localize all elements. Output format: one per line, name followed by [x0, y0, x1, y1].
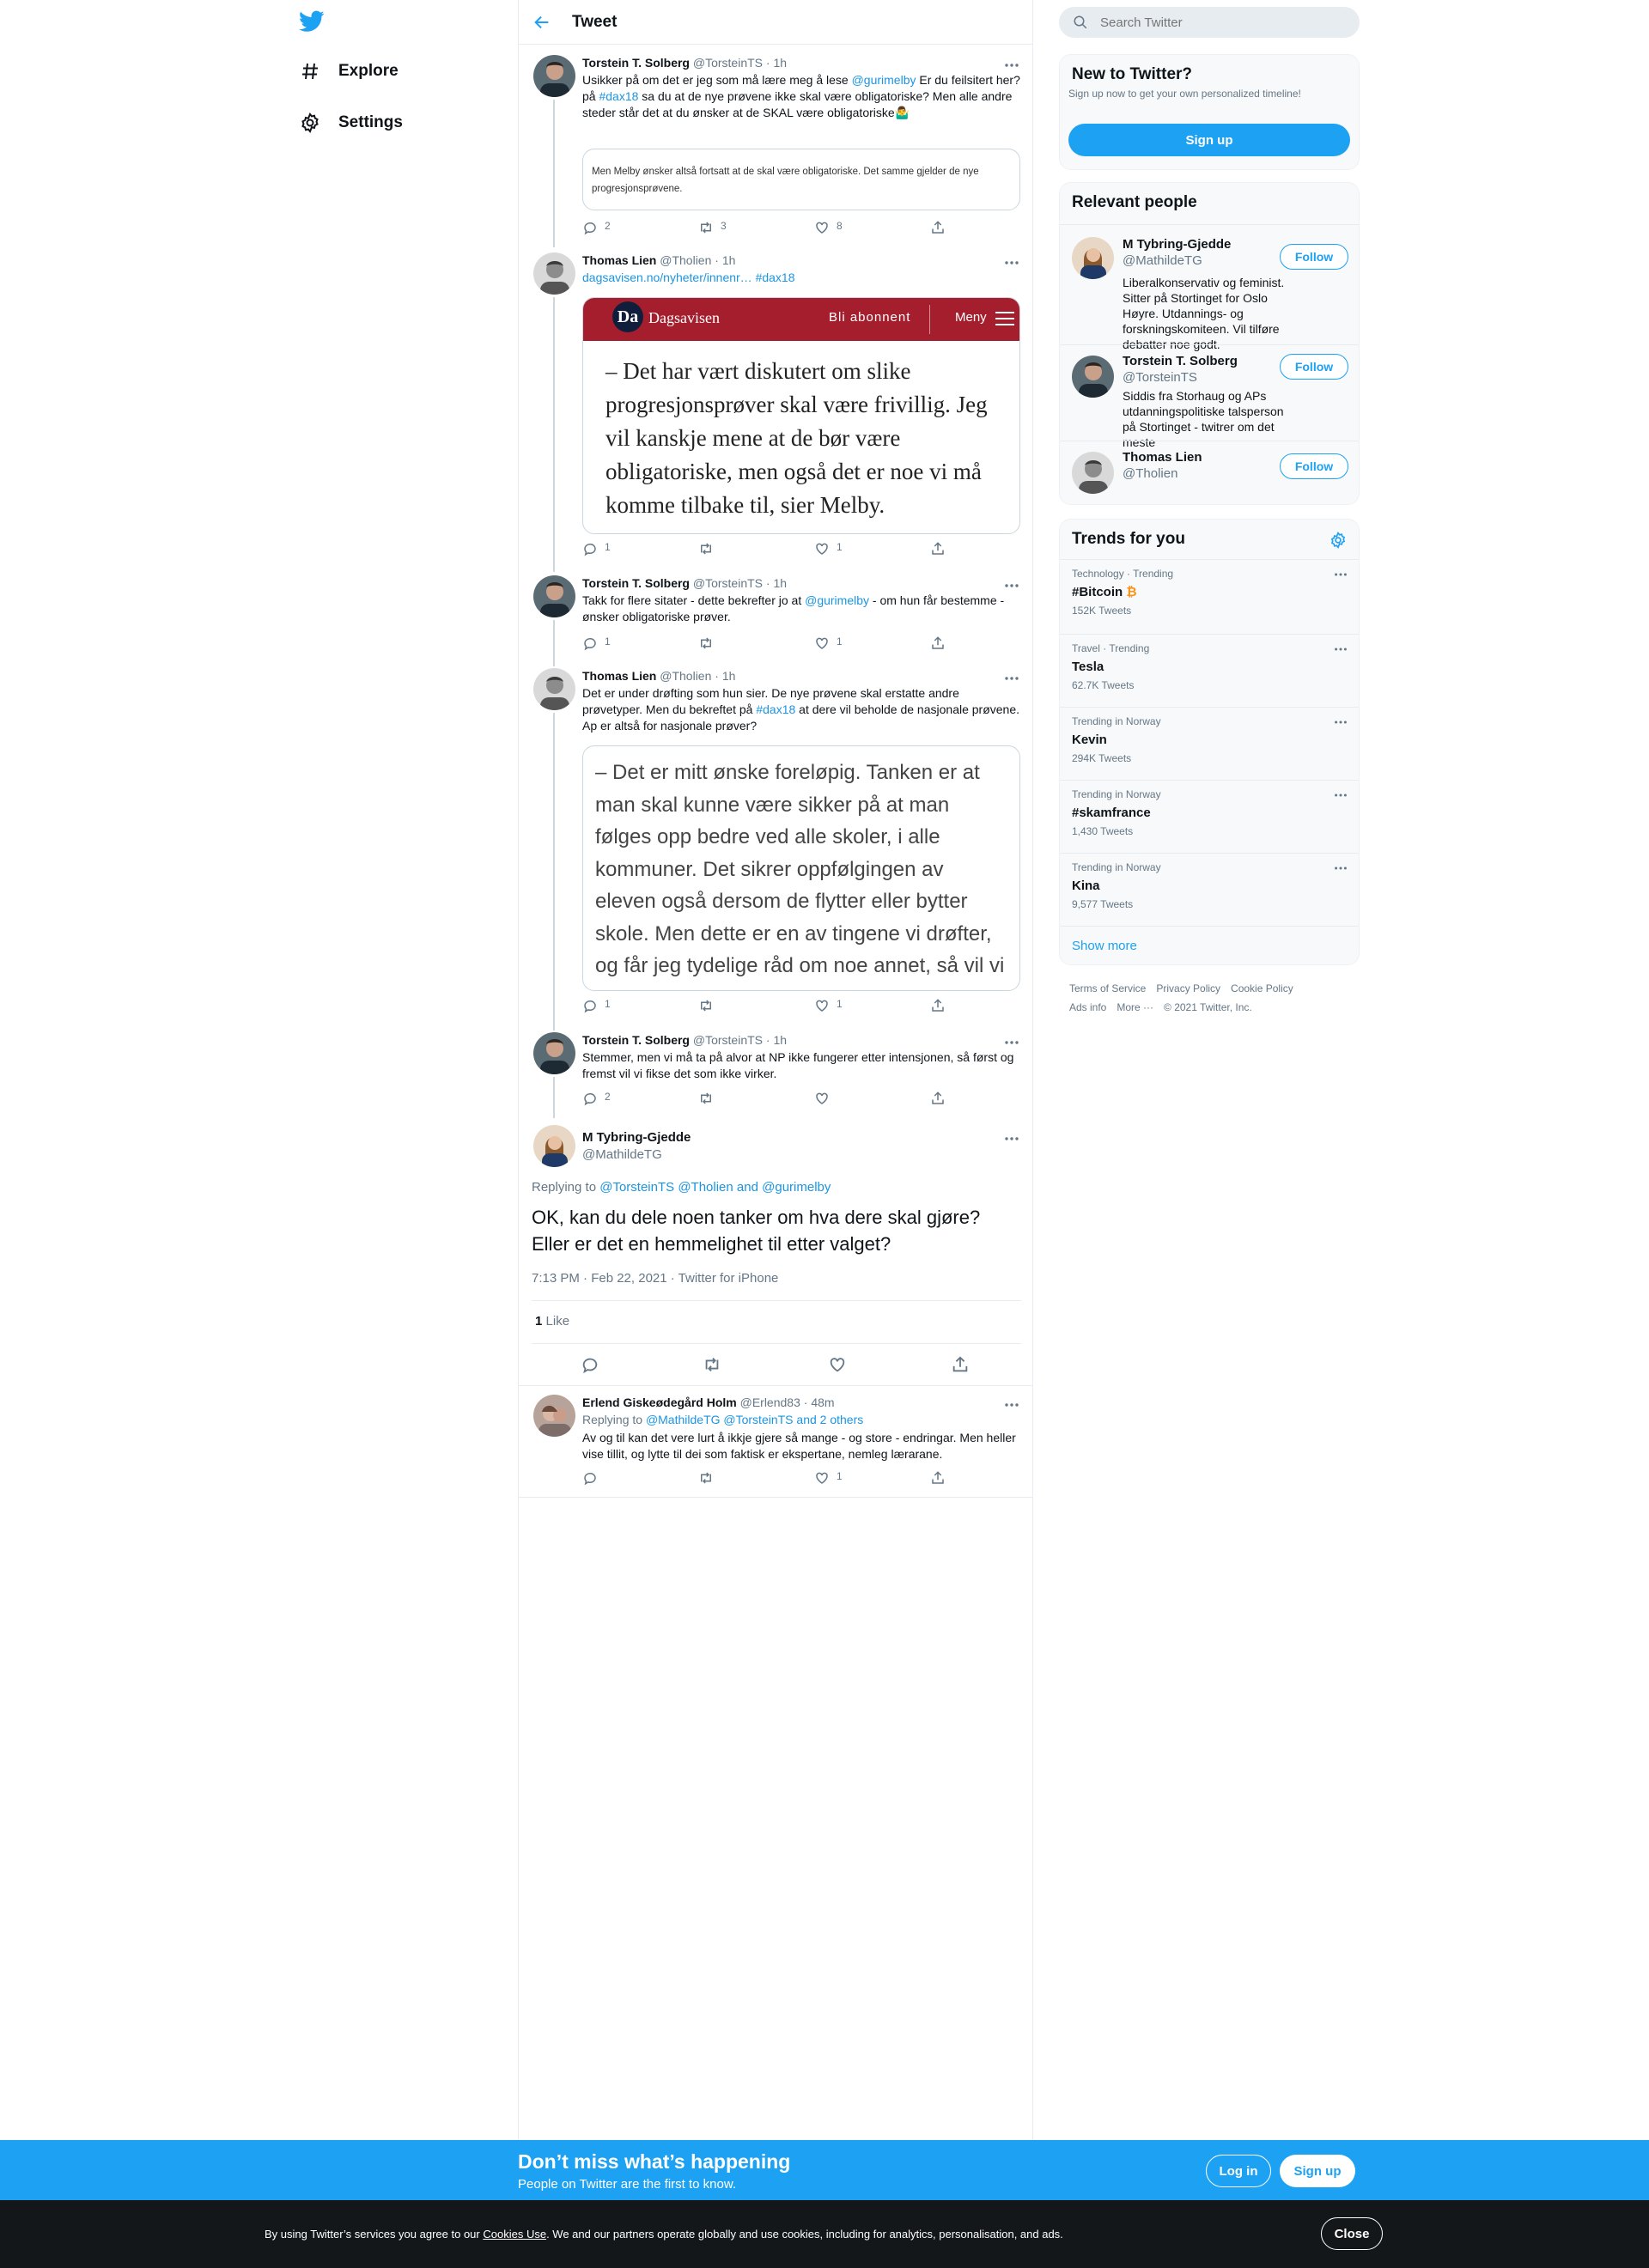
trend-name: Kina [1072, 879, 1100, 893]
tweet-content [582, 1395, 1020, 1462]
sign-up-button[interactable]: Sign up [1068, 124, 1350, 156]
more-options-icon[interactable] [1003, 62, 1020, 69]
author-name[interactable]: Erlend Giskeødegård Holm [582, 1395, 737, 1409]
cookie-consent-bar [0, 2200, 1649, 2268]
like-count: 1 [837, 541, 843, 553]
author-handle[interactable]: @TorsteinTS [692, 576, 763, 590]
retweet-icon [698, 998, 714, 1013]
copyright: © 2021 Twitter, Inc. [1164, 1001, 1252, 1013]
tweet-actions [582, 998, 952, 1015]
trends-panel [1059, 519, 1360, 965]
page-header [519, 0, 1032, 45]
retweet-icon [698, 541, 714, 556]
trend-count: 294K Tweets [1072, 752, 1132, 764]
trend-context: Trending in Norway [1072, 861, 1161, 873]
heart-icon [814, 541, 830, 556]
tweet-timestamp[interactable]: 7:13 PM · Feb 22, 2021 · Twitter for iPhone [532, 1271, 779, 1286]
more-options-icon[interactable] [1333, 572, 1348, 577]
share-icon [930, 998, 946, 1013]
mention-link[interactable]: @Tholien [678, 1180, 733, 1195]
dagsavisen-brand: Dagsavisen [648, 309, 720, 326]
mention-link[interactable]: @gurimelby [762, 1180, 831, 1195]
tweet-text [582, 270, 1020, 286]
trend-name: #skamfrance [1072, 806, 1151, 820]
trend-item[interactable] [1060, 634, 1360, 707]
tweet-time[interactable]: 1h [773, 56, 788, 70]
author-name[interactable]: Torstein T. Solberg [582, 576, 690, 590]
avatar[interactable] [533, 55, 575, 97]
tweet-meta: Torstein T. Solberg @TorsteinTS · 1h [582, 1033, 788, 1047]
quoted-image-card[interactable] [582, 149, 1020, 210]
thread-tweet[interactable] [519, 661, 1032, 1025]
like-count: 1 [837, 635, 843, 648]
focused-tweet-actions [519, 1355, 1032, 1376]
footer-link[interactable]: More ··· [1117, 1001, 1154, 1013]
reply-icon [582, 541, 598, 556]
follow-button[interactable]: Follow [1280, 453, 1348, 479]
cookie-close-button[interactable]: Close [1321, 2217, 1383, 2250]
tweet-time[interactable]: 48m [811, 1395, 835, 1409]
thread-tweet[interactable] [519, 242, 1032, 569]
like-count: 1 [837, 1470, 843, 1482]
dagsavisen-header [583, 298, 1019, 341]
reply-icon [582, 998, 598, 1013]
nav-settings-label: Settings [338, 113, 403, 131]
subscribe-label: Bli abonnent [829, 310, 911, 325]
heart-icon [814, 635, 830, 651]
share-icon [930, 1091, 946, 1106]
relevant-people-panel [1059, 182, 1360, 505]
more-options-icon[interactable] [1003, 1135, 1020, 1142]
tweet-meta: Thomas Lien @Tholien · 1h [582, 669, 736, 683]
banner-title: Don’t miss what’s happening [518, 2150, 791, 2173]
author-handle[interactable]: @Tholien [660, 669, 712, 683]
reply-icon [582, 1091, 598, 1106]
nav-settings[interactable] [299, 106, 403, 140]
follow-button[interactable]: Follow [1280, 244, 1348, 270]
more-options-icon[interactable] [1333, 720, 1348, 725]
footer-link[interactable]: Privacy Policy [1156, 982, 1221, 994]
avatar[interactable] [533, 252, 575, 295]
like-button[interactable] [814, 1470, 843, 1486]
panel-title: New to Twitter? [1072, 65, 1193, 83]
like-count: 8 [837, 220, 843, 232]
footer-link[interactable]: Terms of Service [1069, 982, 1147, 994]
card-quote: – Det er mitt ønske foreløpig. Tanken er at man skal kunne være sikker på at man følges opp bedre ved alle skoler, i alle kommuner. Det sikrer oppfølgingen av eleven også dersom de flytter eller bytter skole. Men dette er en av tingene vi drøfter, og får jeg tydelige råd om noe annet, så vil vi [595, 761, 1005, 977]
panel-title: Trends for you [1072, 530, 1185, 548]
cookie-text: By using Twitter’s services you agree to our Cookies Use. We and our partners operate globally and use cookies, including for analytics, personalisation, and ads. [265, 2228, 1063, 2241]
reply-tweet[interactable] [519, 1386, 1032, 1498]
share-icon [930, 220, 946, 235]
quoted-image-card[interactable] [582, 745, 1020, 991]
mention-link[interactable]: @gurimelby [851, 73, 916, 87]
reply-count: 1 [605, 541, 611, 553]
person-name[interactable]: M Tybring-Gjedde [1123, 237, 1232, 252]
like-button[interactable] [814, 220, 843, 235]
author-name[interactable]: Thomas Lien [582, 253, 657, 267]
thread-tweet[interactable] [519, 1025, 1032, 1118]
tweet-text: Det er under drøfting som hun sier. De nye prøvene skal erstatte andre prøvetyper. Men du bekreftet på #dax18 at dere vil beholde de nasjonale prøvene. Ap er altså for nasjonale prøver? [582, 686, 1020, 733]
person-card[interactable] [1060, 441, 1360, 505]
trend-count: 152K Tweets [1072, 605, 1132, 617]
thread-tweet[interactable] [519, 45, 1032, 242]
heart-icon [814, 1091, 830, 1106]
show-more-link[interactable]: Show more [1060, 926, 1360, 965]
more-options-icon[interactable] [1333, 793, 1348, 798]
tweet-actions [582, 1091, 952, 1108]
retweet-button[interactable] [698, 541, 721, 556]
bitcoin-emoji: ₿ [1126, 585, 1137, 599]
more-options-icon[interactable] [1333, 866, 1348, 871]
person-handle[interactable]: @TorsteinTS [1123, 370, 1197, 385]
gear-icon[interactable] [1330, 532, 1347, 549]
trend-item[interactable] [1060, 853, 1360, 926]
reply-icon [582, 635, 598, 651]
share-icon [930, 635, 946, 651]
trend-context: Trending in Norway [1072, 715, 1161, 727]
author-name[interactable]: M Tybring-Gjedde [582, 1130, 691, 1145]
author-handle[interactable]: @Erlend83 [739, 1395, 800, 1409]
tweet-meta: Torstein T. Solberg @TorsteinTS · 1h [582, 576, 788, 590]
replying-to: Replying to @TorsteinTS @Tholien and @gurimelby [532, 1180, 831, 1195]
retweet-button[interactable] [698, 1091, 721, 1106]
focused-tweet [519, 1118, 1032, 1386]
avatar[interactable] [1072, 452, 1114, 494]
share-button[interactable] [930, 220, 946, 235]
panel-title: Relevant people [1072, 193, 1197, 211]
retweet-icon[interactable] [703, 1355, 721, 1374]
focused-tweet-text: OK, kan du dele noen tanker om hva dere skal gjøre? Eller er det en hemmelighet til etter valget? [532, 1207, 981, 1255]
hashtag-link[interactable]: #dax18 [599, 89, 639, 103]
article-link[interactable]: dagsavisen.no/nyheter/innenr… [582, 271, 752, 284]
tweet-meta: Torstein T. Solberg @TorsteinTS · 1h [582, 56, 788, 70]
banner-sign-up-button[interactable]: Sign up [1280, 2155, 1355, 2187]
gear-icon [299, 112, 321, 134]
search-input[interactable] [1100, 15, 1341, 30]
hashtag-link[interactable]: #dax18 [756, 702, 796, 716]
trend-item[interactable] [1060, 780, 1360, 853]
tweet-text: Av og til kan det vere lurt å ikkje gjere så mange - og store - endringar. Men heller vise tillit, og lytte til dei som faktisk er ekspertane, nemleg lærarane. [582, 1431, 1016, 1461]
person-card[interactable] [1060, 344, 1360, 449]
avatar[interactable] [533, 1032, 575, 1074]
heart-icon [814, 998, 830, 1013]
trend-name: #Bitcoin ₿ [1072, 585, 1137, 599]
share-button[interactable] [930, 1470, 946, 1486]
tweet-time[interactable]: 1h [721, 253, 736, 267]
trend-count: 1,430 Tweets [1072, 825, 1134, 837]
reply-count: 2 [605, 1091, 611, 1103]
tweet-actions [582, 635, 952, 653]
new-to-twitter-panel [1059, 54, 1360, 170]
like-button[interactable] [814, 635, 843, 651]
tweet-meta: Erlend Giskeødegård Holm @Erlend83 · 48m [582, 1395, 835, 1409]
tweet-text: Usikker på om det er jeg som må lære meg å lese @gurimelby Er du feilsitert her? på #dax18 sa du at de nye prøvene ikke skal være obligatoriske? Men alle andre steder står det at du ønsker at de SKAL være obligatoriske🤷‍♂️ [582, 73, 1020, 119]
author-handle[interactable]: @TorsteinTS [692, 1033, 763, 1047]
reply-count: 1 [605, 635, 611, 648]
like-button[interactable] [814, 998, 843, 1013]
quoted-image-card[interactable] [582, 297, 1020, 534]
tweet-actions [582, 541, 952, 558]
twitter-bird-icon[interactable] [299, 10, 325, 33]
page-title: Tweet [572, 12, 618, 31]
trend-count: 9,577 Tweets [1072, 898, 1134, 910]
tweet-content [582, 575, 1020, 625]
more-options-icon[interactable] [1333, 647, 1348, 652]
retweet-button[interactable] [698, 220, 727, 235]
heart-icon[interactable] [828, 1355, 847, 1374]
person-bio: Liberalkonservativ og feminist. Sitter på Stortinget for Oslo Høyre. Utdannings- og forskningskomiteen. Vil tilføre debatter noe godt. [1123, 276, 1285, 351]
tweet-content [582, 668, 1020, 734]
card-quote: – Det har vært diskutert om slike progresjonsprøver skal være frivillig. Jeg vil kanskje mene at de bør være obligatoriske, men også det er noe vi må komme tilbake til, sier Melby. [605, 358, 988, 518]
author-handle[interactable]: @Tholien [660, 253, 712, 267]
like-count-stat[interactable]: 1 Like [535, 1314, 570, 1329]
tweet-actions [582, 1470, 952, 1487]
person-name[interactable]: Torstein T. Solberg [1123, 354, 1238, 368]
trend-context: Travel · Trending [1072, 642, 1150, 654]
trend-context: Trending in Norway [1072, 788, 1161, 800]
thread-line [553, 100, 555, 247]
reply-count: 2 [605, 220, 611, 232]
footer-links [1069, 979, 1353, 1017]
search-box[interactable] [1059, 7, 1360, 38]
more-options-icon[interactable] [1003, 259, 1020, 266]
person-handle[interactable]: @Tholien [1123, 466, 1178, 481]
retweet-icon [698, 1091, 714, 1106]
reply-icon[interactable] [581, 1355, 599, 1374]
retweet-icon [698, 1470, 714, 1486]
tweet-content [582, 55, 1020, 121]
reply-button[interactable] [582, 998, 611, 1013]
card-text: Men Melby ønsker altså fortsatt at de skal være obligatoriske. Det samme gjelder de nye progresjonsprøvene. [592, 167, 979, 194]
thread-line [553, 297, 555, 572]
like-count: 1 [837, 998, 843, 1010]
author-handle[interactable]: @TorsteinTS [692, 56, 763, 70]
signup-banner [0, 2140, 1649, 2200]
tweet-actions [582, 220, 952, 237]
thread-line [553, 620, 555, 666]
share-icon[interactable] [951, 1355, 970, 1374]
hamburger-icon [995, 311, 1014, 326]
trend-name: Kevin [1072, 733, 1107, 747]
hashtag-icon [299, 60, 321, 82]
share-icon [930, 541, 946, 556]
like-button[interactable] [814, 541, 843, 556]
reply-button[interactable] [582, 635, 611, 651]
tweet-time[interactable]: 1h [773, 1033, 788, 1047]
trend-count: 62.7K Tweets [1072, 679, 1135, 691]
author-handle[interactable]: @MathildeTG [582, 1147, 662, 1162]
reply-button[interactable] [582, 1091, 611, 1106]
heart-icon [814, 1470, 830, 1486]
tweet-text: Takk for flere sitater - dette bekrefter jo at @gurimelby - om hun får bestemme - ønsker obligatoriske prøver. [582, 593, 1005, 623]
panel-subtitle: Sign up now to get your own personalized timeline! [1068, 88, 1301, 100]
log-in-button[interactable]: Log in [1206, 2155, 1271, 2187]
nav-explore[interactable] [299, 54, 399, 88]
cookies-use-link[interactable]: Cookies Use [483, 2228, 547, 2241]
avatar[interactable] [533, 668, 575, 710]
heart-icon [814, 220, 830, 235]
retweet-icon [698, 635, 714, 651]
trend-item[interactable] [1060, 707, 1360, 780]
trend-context: Technology · Trending [1072, 568, 1174, 580]
mention-link[interactable]: @MathildeTG @TorsteinTS and 2 others [645, 1413, 864, 1426]
tweet-meta: Thomas Lien @Tholien · 1h [582, 253, 736, 267]
person-handle[interactable]: @MathildeTG [1123, 253, 1202, 268]
share-button[interactable] [930, 1091, 946, 1106]
avatar[interactable] [533, 1395, 575, 1437]
follow-button[interactable]: Follow [1280, 354, 1348, 380]
trend-name: Tesla [1072, 660, 1104, 674]
more-options-icon[interactable] [1003, 1039, 1020, 1046]
retweet-icon [698, 220, 714, 235]
avatar[interactable] [533, 575, 575, 617]
avatar[interactable] [533, 1125, 575, 1167]
author-name[interactable]: Torstein T. Solberg [582, 1033, 690, 1047]
share-button[interactable] [930, 998, 946, 1013]
tweet-content [582, 1032, 1020, 1082]
share-icon [930, 1470, 946, 1486]
thread-tweet[interactable] [519, 569, 1032, 661]
tweet-thread-column [518, 0, 1033, 2140]
search-icon [1073, 15, 1088, 30]
tweet-text: Stemmer, men vi må ta på alvor at NP ikke fungerer etter intensjonen, så først og fremst vil vi fikse det som ikke virker. [582, 1050, 1014, 1080]
reply-button[interactable] [582, 541, 611, 556]
more-options-icon[interactable] [1003, 675, 1020, 682]
reply-button[interactable] [582, 220, 611, 235]
banner-subtitle: People on Twitter are the first to know. [518, 2177, 737, 2192]
tweet-time[interactable]: 1h [773, 576, 788, 590]
share-button[interactable] [930, 541, 946, 556]
author-name[interactable]: Torstein T. Solberg [582, 56, 690, 70]
reply-button[interactable] [582, 1470, 605, 1486]
retweet-button[interactable] [698, 1470, 721, 1486]
mention-link[interactable]: @TorsteinTS [599, 1180, 675, 1195]
retweet-count: 3 [721, 220, 727, 232]
footer-link[interactable]: Cookie Policy [1231, 982, 1293, 994]
reply-icon [582, 220, 598, 235]
share-button[interactable] [930, 635, 946, 651]
tweet-content [582, 252, 1020, 286]
thread-line [553, 713, 555, 1031]
retweet-button[interactable] [698, 998, 721, 1013]
author-name[interactable]: Thomas Lien [582, 669, 657, 683]
more-options-icon[interactable] [1003, 1402, 1020, 1408]
avatar[interactable] [1072, 356, 1114, 398]
reply-icon [582, 1470, 598, 1486]
person-card[interactable] [1060, 224, 1360, 351]
thread-line [553, 1077, 555, 1118]
dagsavisen-logo: Da [612, 301, 643, 332]
trend-item[interactable] [1060, 559, 1360, 634]
person-bio: Siddis fra Storhaug og APs utdanningspolitiske talsperson på Stortinget - twitrer om det meste [1123, 389, 1284, 449]
reply-count: 1 [605, 998, 611, 1010]
mention-link[interactable]: @gurimelby [805, 593, 870, 607]
tweet-time[interactable]: 1h [721, 669, 736, 683]
shrug-emoji: 🤷‍♂️ [894, 106, 910, 119]
person-name[interactable]: Thomas Lien [1123, 450, 1202, 465]
back-arrow-icon[interactable] [532, 13, 551, 32]
avatar[interactable] [1072, 237, 1114, 279]
like-button[interactable] [814, 1091, 837, 1106]
replying-to: Replying to @MathildeTG @TorsteinTS and 2 others [582, 1413, 864, 1426]
more-options-icon[interactable] [1003, 582, 1020, 589]
menu-label: Meny [955, 310, 987, 325]
hashtag-link[interactable]: #dax18 [755, 271, 795, 284]
nav-explore-label: Explore [338, 62, 399, 80]
retweet-button[interactable] [698, 635, 721, 651]
footer-link[interactable]: Ads info [1069, 1001, 1107, 1013]
